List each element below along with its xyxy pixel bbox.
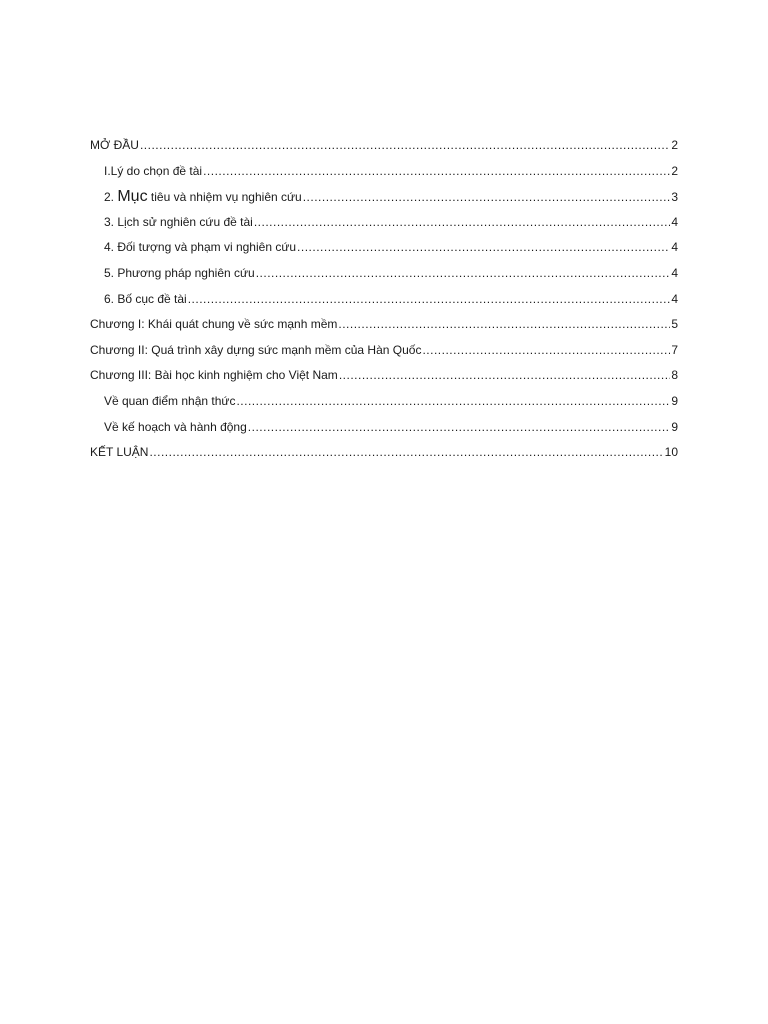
table-of-contents	[90, 133, 678, 466]
dot-leader	[303, 185, 671, 210]
toc-entry[interactable]	[90, 184, 678, 210]
toc-entry-title: KẾT LUẬN	[90, 445, 149, 460]
dot-leader	[297, 235, 670, 261]
toc-entry[interactable]	[90, 312, 678, 338]
dot-leader	[140, 133, 670, 159]
toc-entry-title: Về kế hoạch và hành động	[104, 419, 247, 434]
toc-entry-page: 3	[671, 190, 678, 205]
toc-entry-page: 4	[671, 214, 678, 229]
toc-entry-page: 2	[671, 163, 678, 178]
dot-leader	[256, 261, 671, 287]
toc-entry-page: 4	[671, 240, 678, 255]
toc-entry-title: 4. Đối tượng và phạm vi nghiên cứu	[104, 240, 297, 255]
dot-leader	[254, 210, 670, 236]
toc-entry[interactable]	[90, 261, 678, 287]
toc-entry[interactable]	[90, 235, 678, 261]
toc-entry[interactable]	[90, 338, 678, 364]
dot-leader	[149, 440, 663, 466]
toc-entry-title: Chương II: Quá trình xây dựng sức mạnh mềm của Hàn Quốc	[90, 342, 422, 357]
dot-leader	[248, 415, 671, 441]
toc-entry[interactable]	[90, 363, 678, 389]
toc-entry[interactable]	[90, 389, 678, 415]
toc-entry-title	[104, 184, 302, 210]
toc-entry[interactable]	[90, 210, 678, 236]
toc-entry-title-emphasis: Mục	[117, 188, 148, 206]
dot-leader	[338, 312, 670, 338]
toc-entry[interactable]	[90, 287, 678, 313]
toc-entry[interactable]	[90, 415, 678, 441]
dot-leader	[236, 389, 670, 415]
toc-entry-page: 7	[671, 342, 678, 357]
toc-entry-page: 2	[671, 138, 678, 152]
toc-entry-title: 3. Lịch sử nghiên cứu đề tài	[104, 214, 253, 229]
toc-entry-title: MỞ ĐẦU	[90, 138, 139, 152]
toc-entry-page: 9	[671, 393, 678, 408]
toc-entry-title: Chương III: Bài học kinh nghiệm cho Việt Nam	[90, 368, 338, 383]
dot-leader	[188, 287, 671, 313]
toc-entry-title-prefix: 2.	[104, 190, 118, 205]
toc-entry-title-rest: tiêu và nhiệm vụ nghiên cứu	[147, 190, 302, 205]
toc-entry-title: Chương I: Khái quát chung về sức mạnh mềm	[90, 317, 338, 332]
dot-leader	[339, 363, 671, 389]
toc-entry[interactable]	[90, 159, 678, 185]
dot-leader	[203, 159, 670, 185]
toc-entry[interactable]	[90, 440, 678, 466]
toc-entry-title: 5. Phương pháp nghiên cứu	[104, 265, 255, 280]
toc-entry-page: 10	[664, 445, 678, 460]
toc-entry-page: 4	[671, 291, 678, 306]
toc-entry-page: 5	[671, 317, 678, 332]
toc-entry[interactable]	[90, 133, 678, 159]
dot-leader	[422, 338, 670, 364]
toc-entry-page: 4	[671, 265, 678, 280]
toc-entry-title: Về quan điểm nhận thức	[104, 393, 236, 408]
toc-entry-title: I.Lý do chọn đề tài	[104, 163, 203, 178]
toc-entry-page: 9	[671, 419, 678, 434]
toc-entry-page: 8	[671, 368, 678, 383]
toc-entry-title: 6. Bố cục đề tài	[104, 291, 187, 306]
